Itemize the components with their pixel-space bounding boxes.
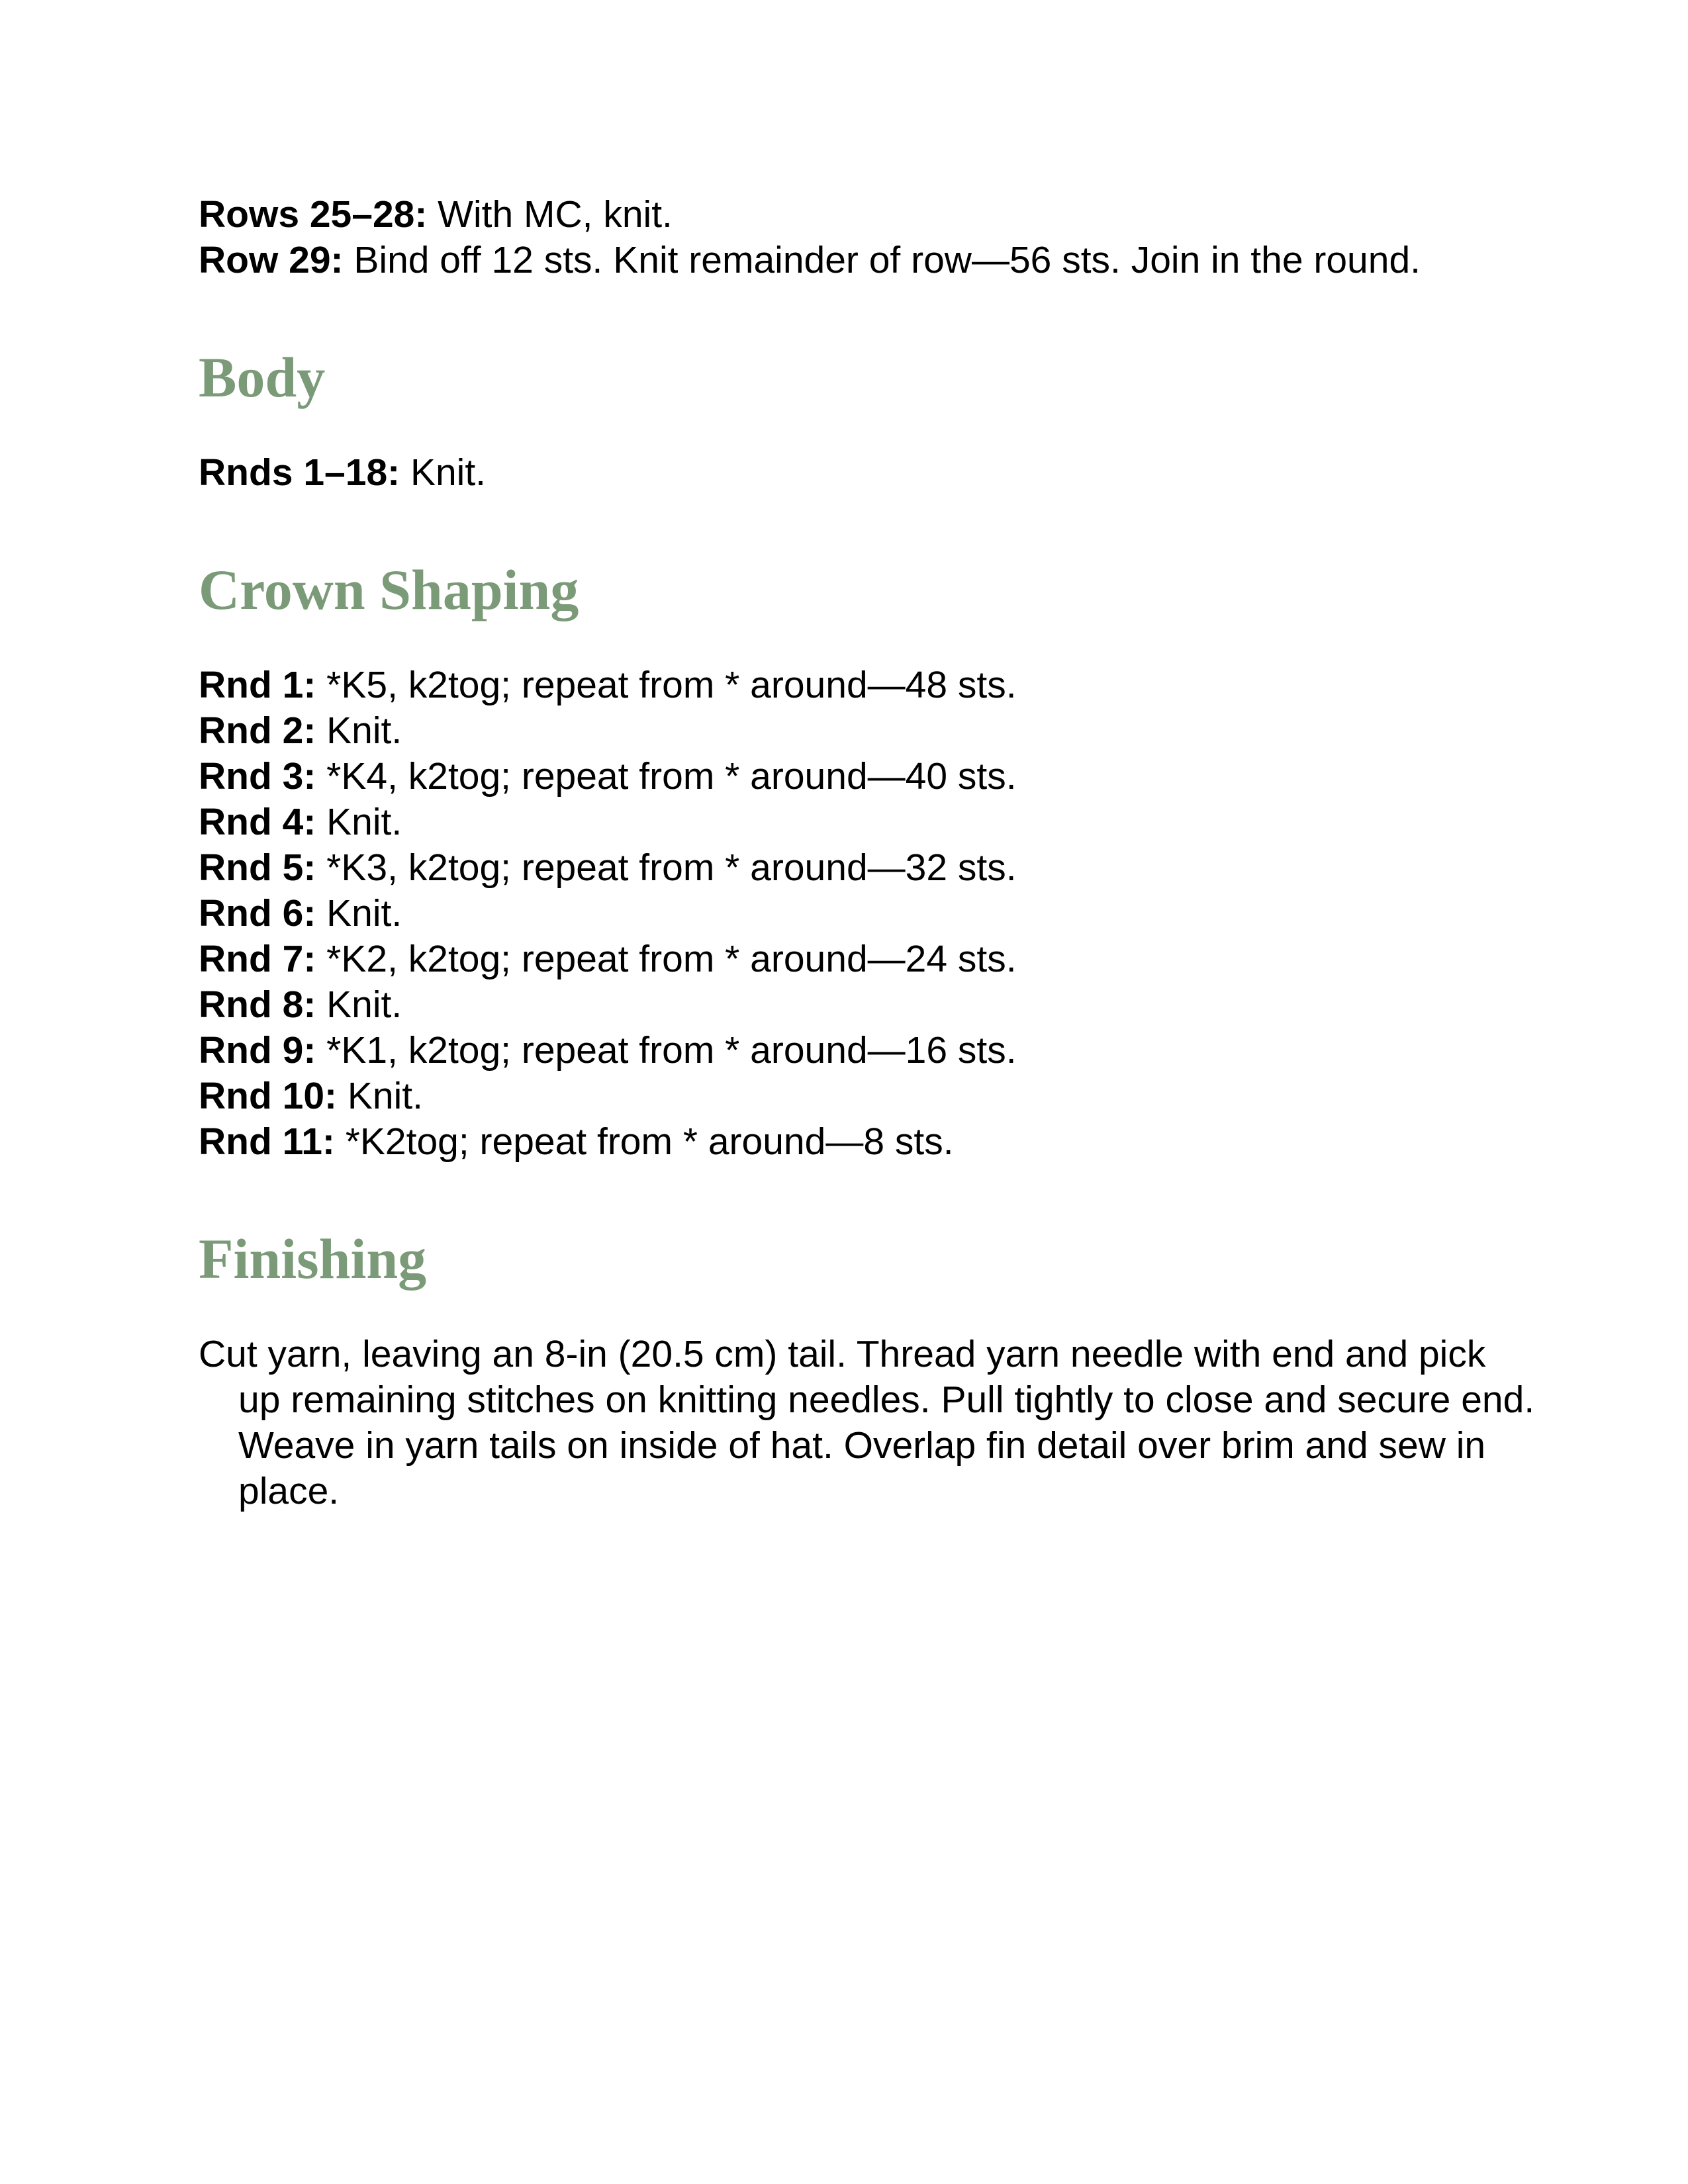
round-label: Rnd 10:: [199, 1075, 338, 1117]
round-text: Knit.: [316, 709, 402, 752]
round-label: Rnd 5:: [199, 846, 316, 889]
round-label: Rnd 3:: [199, 755, 316, 797]
round-text: *K4, k2tog; repeat from * around—40 sts.: [316, 755, 1017, 797]
section-heading-crown-shaping: Crown Shaping: [199, 558, 579, 621]
crown-round: [199, 891, 1496, 936]
crown-round: [199, 936, 1496, 982]
round-text: Knit.: [316, 892, 402, 934]
round-text: *K3, k2tog; repeat from * around—32 sts.: [316, 846, 1017, 889]
round-label: Rnd 9:: [199, 1029, 316, 1071]
crown-round: [199, 1028, 1496, 1073]
round-text: Knit.: [316, 801, 402, 843]
round-text: *K1, k2tog; repeat from * around—16 sts.: [316, 1029, 1017, 1071]
crown-round: [199, 1119, 1496, 1165]
round-text: Knit.: [337, 1075, 423, 1117]
round-label: Rnd 8:: [199, 983, 316, 1026]
round-text: *K2, k2tog; repeat from * around—24 sts.: [316, 938, 1017, 980]
round-label: Rnd 4:: [199, 801, 316, 843]
pattern-content: [199, 192, 1535, 1514]
instruction-row-29: [199, 238, 1496, 283]
instruction-rows-25-28: [199, 192, 1496, 238]
round-text: *K5, k2tog; repeat from * around—48 sts.: [316, 664, 1017, 706]
instruction-label: Rnds 1–18:: [199, 451, 400, 494]
round-text: *K2tog; repeat from * around—8 sts.: [334, 1120, 954, 1163]
instruction-text: With MC, knit.: [427, 193, 673, 236]
finishing-paragraph: Cut yarn, leaving an 8-in (20.5 cm) tail. Thread yarn needle with end and pick up remaining stitches on knitting needles. Pull tightly to close and secure end. Weave in yarn tails on inside of hat. Overlap fin detail over brim and sew in place.: [199, 1333, 1535, 1512]
section-heading-finishing: Finishing: [199, 1227, 427, 1291]
crown-round: [199, 754, 1496, 799]
round-label: Rnd 11:: [199, 1120, 335, 1163]
round-label: Rnd 6:: [199, 892, 316, 934]
instruction-text: Knit.: [400, 451, 487, 494]
instruction-label: Row 29:: [199, 239, 344, 281]
crown-round: [199, 708, 1496, 754]
round-label: Rnd 2:: [199, 709, 316, 752]
round-label: Rnd 7:: [199, 938, 316, 980]
crown-round: [199, 1073, 1496, 1119]
crown-round: [199, 799, 1496, 845]
instruction-text: Bind off 12 sts. Knit remainder of row—56 sts. Join in the round.: [343, 239, 1421, 281]
section-heading-body: Body: [199, 345, 326, 409]
crown-round: [199, 845, 1496, 891]
round-label: Rnd 1:: [199, 664, 316, 706]
crown-round: [199, 662, 1496, 708]
instruction-rnds-1-18: [199, 450, 1496, 496]
crown-rounds-list: [199, 662, 1496, 1165]
crown-round: [199, 982, 1496, 1028]
round-text: Knit.: [316, 983, 402, 1026]
instruction-label: Rows 25–28:: [199, 193, 428, 236]
